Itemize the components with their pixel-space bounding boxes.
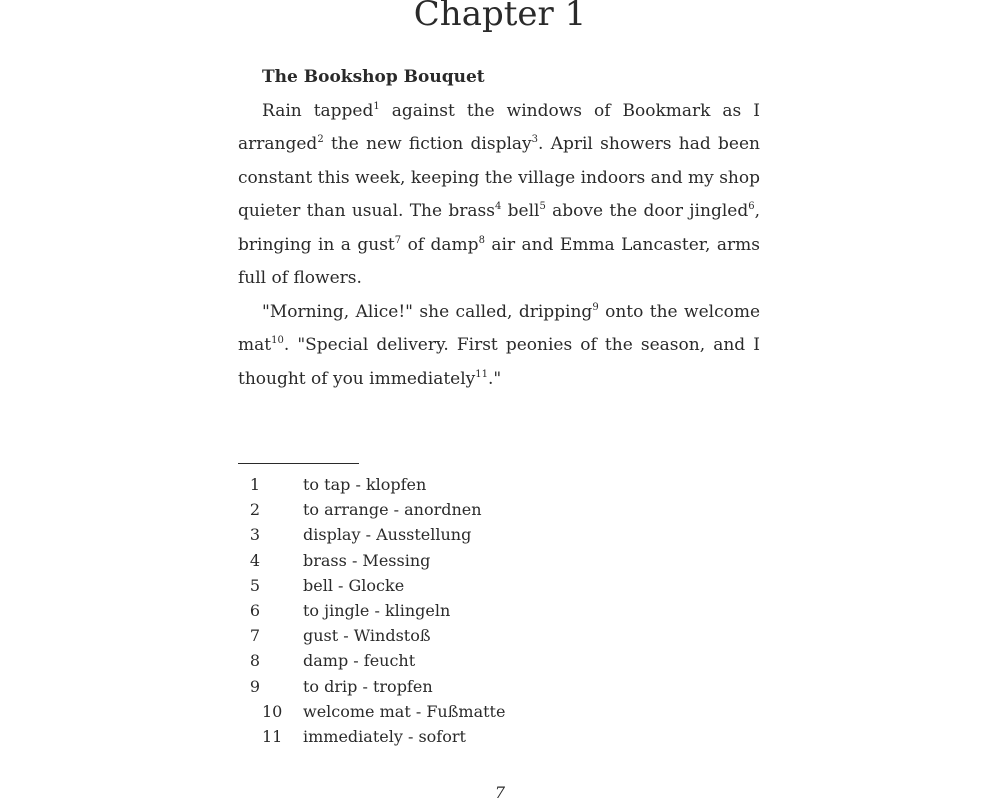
footnote-marker[interactable]: 5 <box>539 201 546 212</box>
footnote-text: immediately - sofort <box>303 727 466 747</box>
footnote-marker[interactable]: 9 <box>592 301 599 313</box>
paragraph-text: . April showers had been constant this week, keeping the village indoors and my shop quieter than usual. The brass <box>238 134 760 221</box>
footnote-text: gust - Windstoß <box>303 626 431 646</box>
paragraph-text: the new fiction display <box>323 134 532 154</box>
footnote-marker[interactable]: 7 <box>394 234 402 246</box>
footnote-item <box>238 648 638 673</box>
footnote-item <box>238 548 638 573</box>
footnote-text: brass - Messing <box>303 550 431 570</box>
footnote-text: display - Ausstellung <box>303 525 472 545</box>
footnote-text: to jingle - klingeln <box>303 601 451 621</box>
footnote-number: 8 <box>249 651 260 671</box>
footnote-number: 1 <box>249 475 260 494</box>
footnote-item <box>238 699 638 724</box>
footnote-marker[interactable]: 2 <box>317 134 324 145</box>
footnote-text: to arrange - anordnen <box>303 500 482 520</box>
paragraph-text: ." <box>488 368 502 389</box>
paragraph <box>238 95 760 296</box>
paragraph-text: . "Special delivery. First peonies of the season, and I thought of you immediately <box>238 335 760 389</box>
paragraph-text: air and Emma Lancaster, arms full of flowers. <box>238 234 760 288</box>
footnote-number: 4 <box>249 550 260 570</box>
footnote-number: 7 <box>249 626 260 646</box>
paragraph-text: above the door jingled <box>545 201 749 221</box>
footnote-number: 3 <box>249 525 260 545</box>
section-heading: The Bookshop Bouquet <box>262 67 485 87</box>
footnote-item <box>238 472 638 497</box>
footnote-number: 5 <box>249 575 260 595</box>
paragraph-text: against the windows of Bookmark as I arranged <box>238 100 760 154</box>
footnote-marker[interactable]: 8 <box>478 234 485 246</box>
footnote-marker[interactable]: 4 <box>494 201 502 212</box>
footnote-marker[interactable]: 3 <box>531 134 539 145</box>
paragraph-text: , bringing in a gust <box>238 201 760 255</box>
footnote-item <box>238 674 638 699</box>
footnote-number: 9 <box>249 676 260 696</box>
footnote-marker[interactable]: 11 <box>475 368 489 380</box>
footnote-number: 6 <box>249 601 260 621</box>
paragraph-text: Rain tapped <box>262 100 374 121</box>
footnote-text: bell - Glocke <box>303 575 405 595</box>
footnote-list <box>238 472 638 749</box>
paragraph-text: "Morning, Alice!" she called, dripping <box>262 301 593 322</box>
footnote-divider <box>238 463 359 464</box>
paragraph-text: bell <box>501 201 540 221</box>
paragraphs <box>238 95 760 397</box>
footnote-item <box>238 522 638 547</box>
footnote-text: welcome mat - Fußmatte <box>303 701 506 721</box>
footnote-text: to drip - tropfen <box>303 676 433 696</box>
footnote-marker[interactable]: 1 <box>373 100 380 112</box>
footnote-text: to tap - klopfen <box>303 475 427 494</box>
paragraph-text: of damp <box>401 234 479 255</box>
footnote-marker[interactable]: 10 <box>271 335 284 346</box>
footnote-item <box>238 497 638 522</box>
footnote-number: 2 <box>249 500 260 520</box>
chapter-title: Chapter 1 <box>413 0 587 34</box>
footnote-marker[interactable]: 6 <box>748 201 755 212</box>
paragraph-text: onto the welcome mat <box>238 301 761 355</box>
footnote-item <box>238 573 638 598</box>
paragraph <box>238 296 760 397</box>
footnote-number: 10 <box>262 701 283 721</box>
footnote-number: 11 <box>262 727 283 747</box>
footnote-item <box>238 724 638 749</box>
footnote-text: damp - feucht <box>303 651 416 671</box>
footnote-item <box>238 598 638 623</box>
body-text <box>238 61 760 396</box>
footnote-item <box>238 623 638 648</box>
page-number: 7 <box>494 783 506 802</box>
